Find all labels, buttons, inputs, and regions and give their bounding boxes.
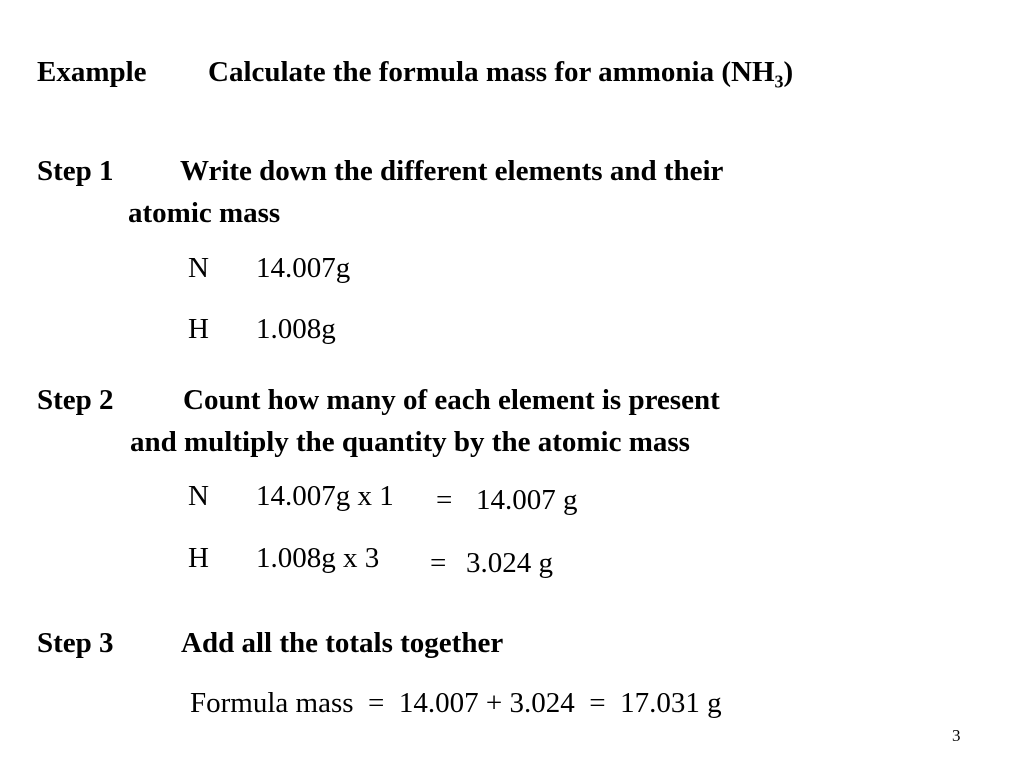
- step2-eq-h: =: [430, 547, 447, 579]
- step3-label: Step 3: [37, 627, 114, 659]
- step2-result-h: 3.024 g: [466, 547, 553, 579]
- example-label: Example: [37, 56, 147, 88]
- page-number: 3: [952, 726, 961, 745]
- step1-mass-h: 1.008g: [256, 313, 336, 345]
- step1-symbol-h: H: [188, 313, 209, 345]
- step1-line1: Write down the different elements and their: [180, 155, 724, 187]
- example-text: Calculate the formula mass for ammonia (NH: [208, 56, 775, 88]
- step2-expr-n: 14.007g x 1: [256, 480, 394, 512]
- step1-line2: atomic mass: [128, 197, 281, 229]
- step2-symbol-h: H: [188, 542, 209, 574]
- step3-line1: Add all the totals together: [181, 627, 504, 659]
- step2-symbol-n: N: [188, 480, 209, 512]
- step2-line1: Count how many of each element is present: [183, 384, 720, 416]
- step1-label: Step 1: [37, 155, 114, 187]
- step1-mass-n: 14.007g: [256, 252, 351, 284]
- example-text-end: ): [783, 56, 794, 88]
- step2-line2: and multiply the quantity by the atomic mass: [130, 426, 690, 458]
- step3-formula: Formula mass = 14.007 + 3.024 = 17.031 g: [190, 687, 722, 719]
- step2-result-n: 14.007 g: [476, 484, 578, 516]
- step1-symbol-n: N: [188, 252, 209, 284]
- step2-label: Step 2: [37, 384, 114, 416]
- example-subscript: 3: [774, 71, 784, 92]
- step2-eq-n: =: [436, 484, 453, 516]
- example-question: [208, 56, 794, 92]
- step2-expr-h: 1.008g x 3: [256, 542, 380, 574]
